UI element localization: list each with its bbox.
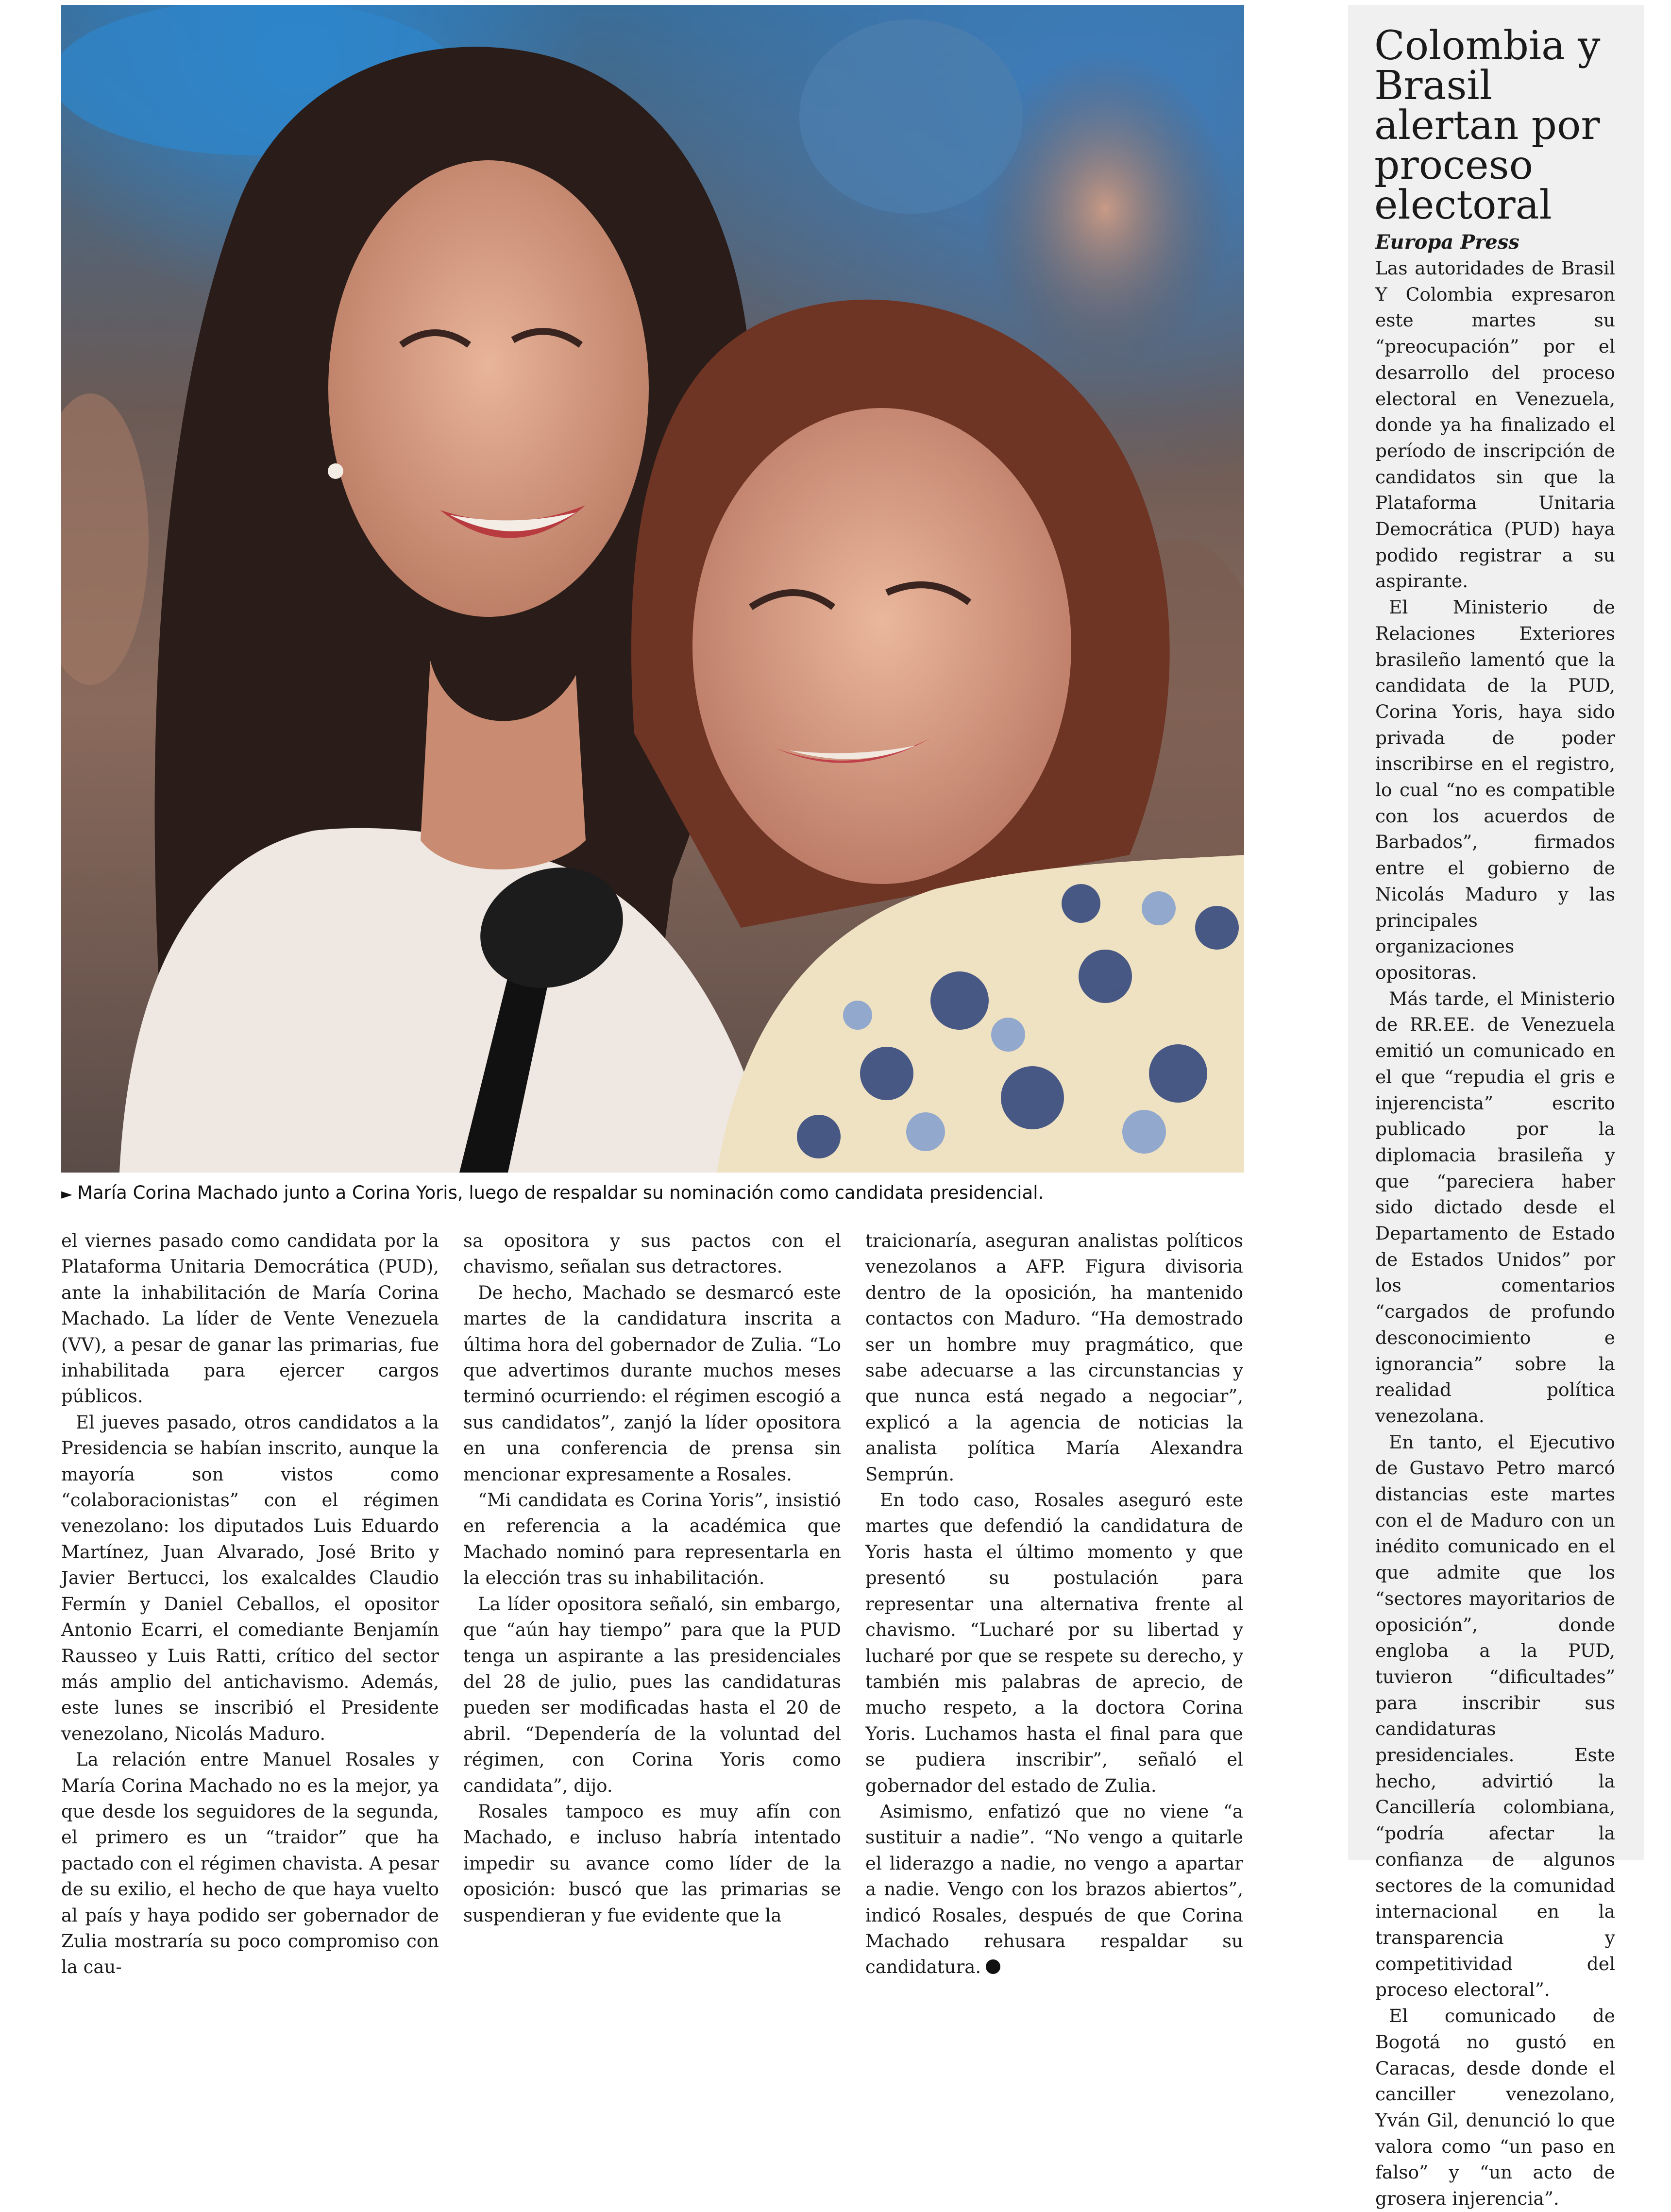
paragraph: De hecho, Machado se desmarcó este martes de la candidatura inscrita a última hora del gobernador de Zulia. “Lo que advertimos durante muchos meses terminó ocurriendo: el régimen escogió a sus candidatos”, zanjó la líder opositora en una conferencia de prensa sin mencionar expresamente a Rosales. [463,1282,841,1485]
paragraph: el viernes pasado como candidata por la Plataforma Unitaria Democrática (PUD), ante la inhabilitación de María Corina Machado. La líder de Vente Venezuela (VV), a pesar de ganar las primarias, fue inhabilitada para ejercer cargos públicos. [61,1230,439,1407]
paragraph: Rosales tampoco es muy afín con Machado, e incluso habría intentado impedir su avance como líder de la oposición: buscó que las primarias se suspendieran y fue evidente que la [463,1801,841,1926]
photo-caption [61,1181,1244,1205]
paragraph: El comunicado de Bogotá no gustó en Caracas, desde donde el canciller venezolano, Yván Gil, denunció lo que valora como “un paso en falso” y “un acto de grosera injerencia”. [1375,2005,1615,2210]
paragraph: El jueves pasado, otros candidatos a la Presidencia se habían inscrito, aunque la mayoría son vistos como “colaboracionistas” con el régimen venezolano: los diputados Luis Eduardo Martínez, Juan Alvarado, José Brito y Javier Bertucci, los exalcaldes Claudio Fermín y Daniel Ceballos, el opositor Antonio Ecarri, el comediante Benjamín Rausseo y Luis Ratti, crítico del sector más amplio del antichavismo. Además, este lunes se inscribió el Presidente venezolano, Nicolás Maduro. [61,1412,439,1744]
paragraph: “Mi candidata es Corina Yoris”, insistió en referencia a la académica que Machado nominó para representarla en la elección tras su inhabilitación. [463,1490,841,1589]
sidebar-author: Europa Press [1375,231,1519,254]
sidebar-body [1375,255,1615,2212]
article-column-2 [463,1228,841,1928]
sidebar-title: Colombia y Brasil alertan por proceso electoral [1374,23,1601,228]
article-column-3 [865,1228,1243,1980]
paragraph: sa opositora y sus pactos con el chavismo, señalan sus detractores. [463,1230,841,1277]
paragraph: Más tarde, el Ministerio de RR.EE. de Venezuela emitió un comunicado en el que “repudia el gris e injerencista” escrito publicado por la diplomacia brasileña y que “pareciera haber sido dictado desde el Departamento de Estado de Estados Unidos” por los comentarios “cargados de profundo desconocimiento e ignorancia” sobre la realidad política venezolana. [1375,987,1615,1427]
photo-illustration [61,5,1244,1173]
caption-text: María Corina Machado junto a Corina Yoris, luego de respaldar su nominación como candidata presidencial. [77,1182,1044,1203]
sidebar-box [1348,5,1644,2210]
article-column-1 [61,1228,439,1980]
paragraph: El Ministerio de Relaciones Exteriores brasileño lamentó que la candidata de la PUD, Corina Yoris, haya sido privada de poder inscribirse en el registro, lo cual “no es compatible con los acuerdos de Barbados”, firmados entre el gobierno de Nicolás Maduro y las principales organizaciones opositoras. [1375,596,1615,983]
paragraph-last [865,1799,1243,1980]
paragraph: La líder opositora señaló, sin embargo, que “aún hay tiempo” para que la PUD tenga un aspirante a las presidenciales del 28 de julio, pues las candidaturas pueden ser modificadas hasta el 20 de abril. “Dependería de la voluntad del régimen, con Corina Yoris como candidata”, dijo. [463,1593,841,1796]
paragraph: Las autoridades de Brasil Y Colombia expresaron este martes su “preocupación” por el desarrollo del proceso electoral en Venezuela, donde ya ha finalizado el período de inscripción de candidatos sin que la Plataforma Unitaria Democrática (PUD) haya podido registrar a su aspirante. [1375,257,1615,592]
end-mark-icon [986,1959,1000,1974]
caption-arrow-icon: ► [61,1186,73,1203]
paragraph: traicionaría, aseguran analistas políticos venezolanos a AFP. Figura divisoria dentro de la oposición, ha mantenido contactos con Maduro. “Ha demostrado ser un hombre muy pragmático, que sabe adecuarse a las circunstancias y que nunca está negado a negociar”, explicó a la agencia de noticias la analista política María Alexandra Semprún. [865,1230,1243,1485]
paragraph: En tanto, el Ejecutivo de Gustavo Petro marcó distancias este martes con el de Maduro con un inédito comunicado en el que admite que los “sectores mayoritarios de oposición”, donde engloba a la PUD, tuvieron “dificultades” para inscribir sus candidaturas presidenciales. Este hecho, advirtió la Cancillería colombiana, “podría afectar la confianza de algunos sectores de la comunidad internacional en la transparencia y competitividad del proceso electoral”. [1375,1431,1615,2001]
photo-machado-yoris [61,5,1244,1173]
paragraph: En todo caso, Rosales aseguró este martes que defendió la candidatura de Yoris hasta el último momento y que presentó su postulación para representar una alternativa frente al chavismo. “Lucharé por su libertad y lucharé por que se respete su derecho, y también mis palabras de aprecio, de mucho respeto, a la doctora Corina Yoris. Luchamos hasta el final para que se pudiera inscribir”, señaló el gobernador del estado de Zulia. [865,1490,1243,1796]
paragraph-text: Asimismo, enfatizó que no viene “a sustituir a nadie”. “No vengo a quitarle el liderazgo a nadie, no vengo a apartar a nadie. Vengo con los brazos abiertos”, indicó Rosales, después de que Corina Machado rehusara respaldar su candidatura. [865,1801,1243,1978]
paragraph: La relación entre Manuel Rosales y María Corina Machado no es la mejor, ya que desde los seguidores de la segunda, el primero es un “traidor” que ha pactado con el régimen chavista. A pesar de su exilio, el hecho de que haya vuelto al país y haya podido ser gobernador de Zulia mostraría su poco compromiso con la cau- [61,1749,439,1978]
